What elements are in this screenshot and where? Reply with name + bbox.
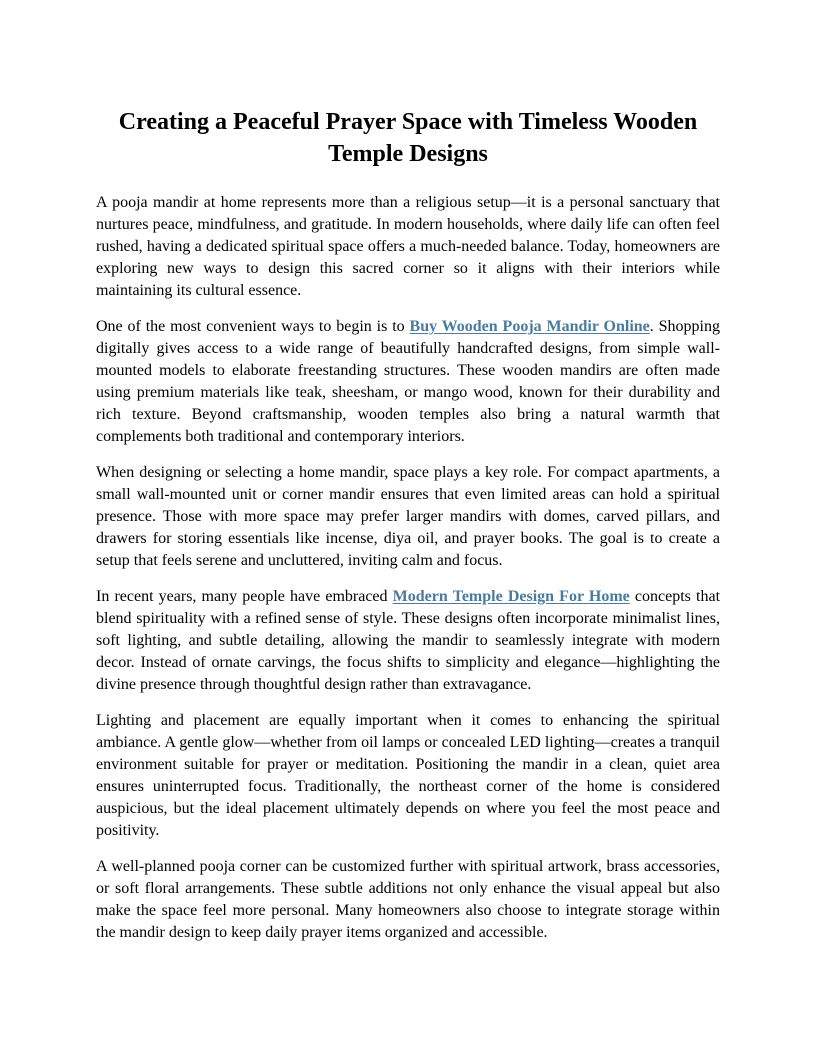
paragraph-modern-design (96, 586, 720, 696)
paragraph-customization: A well-planned pooja corner can be customized further with spiritual artwork, brass accessories, or soft floral arrangements. These subtle additions not only enhance the visual appeal but also make the space feel more personal. Many homeowners also choose to integrate storage within the mandir design to keep daily prayer items organized and accessible. (96, 858, 720, 941)
modern-temple-design-link[interactable]: Modern Temple Design For Home (392, 588, 630, 605)
paragraph-lighting: Lighting and placement are equally important when it comes to enhancing the spiritual ambiance. A gentle glow—whether from oil lamps or concealed LED lighting—creates a tranquil environment suitable for prayer or meditation. Positioning the mandir in a clean, quiet area ensures uninterrupted focus. Traditionally, the northeast corner of the home is considered auspicious, but the ideal placement ultimately depends on where you feel the most peace and positivity. (96, 712, 720, 839)
paragraph-space: When designing or selecting a home mandir, space plays a key role. For compact apartments, a small wall-mounted unit or corner mandir ensures that even limited areas can hold a spiritual presence. Those with more space may prefer larger mandirs with domes, carved pillars, and drawers for storing essentials like incense, diya oil, and prayer books. The goal is to create a setup that feels serene and uncluttered, inviting calm and focus. (96, 464, 720, 569)
paragraph-buy-online (96, 316, 720, 448)
paragraph-text: One of the most convenient ways to begin is to (96, 318, 410, 335)
paragraph-intro: A pooja mandir at home represents more than a religious setup—it is a personal sanctuary that nurtures peace, mindfulness, and gratitude. In modern households, where daily life can often feel rushed, having a dedicated spiritual space offers a much-needed balance. Today, homeowners are exploring new ways to design this sacred corner so it aligns with their interiors while maintaining its cultural essence. (96, 194, 720, 299)
paragraph-text: concepts that blend spirituality with a refined sense of style. These designs often incorporate minimalist lines, soft lighting, and subtle detailing, allowing the mandir to seamlessly integrate with modern decor. Instead of ornate carvings, the focus shifts to simplicity and elegance—highlighting the divine presence through thoughtful design rather than extravagance. (96, 588, 721, 693)
document-page (96, 106, 720, 958)
document-title: Creating a Peaceful Prayer Space with Timeless Wooden Temple Designs (118, 109, 698, 167)
paragraph-text: In recent years, many people have embraced (96, 588, 393, 605)
paragraph-text: . Shopping digitally gives access to a wide range of beautifully handcrafted designs, from simple wall-mounted models to elaborate freestanding structures. These wooden mandirs are often made using premium materials like teak, sheesham, or mango wood, known for their durability and rich texture. Beyond craftsmanship, wooden temples also bring a natural warmth that complements both traditional and contemporary interiors. (96, 318, 720, 445)
buy-wooden-pooja-mandir-link[interactable]: Buy Wooden Pooja Mandir Online (409, 318, 650, 335)
